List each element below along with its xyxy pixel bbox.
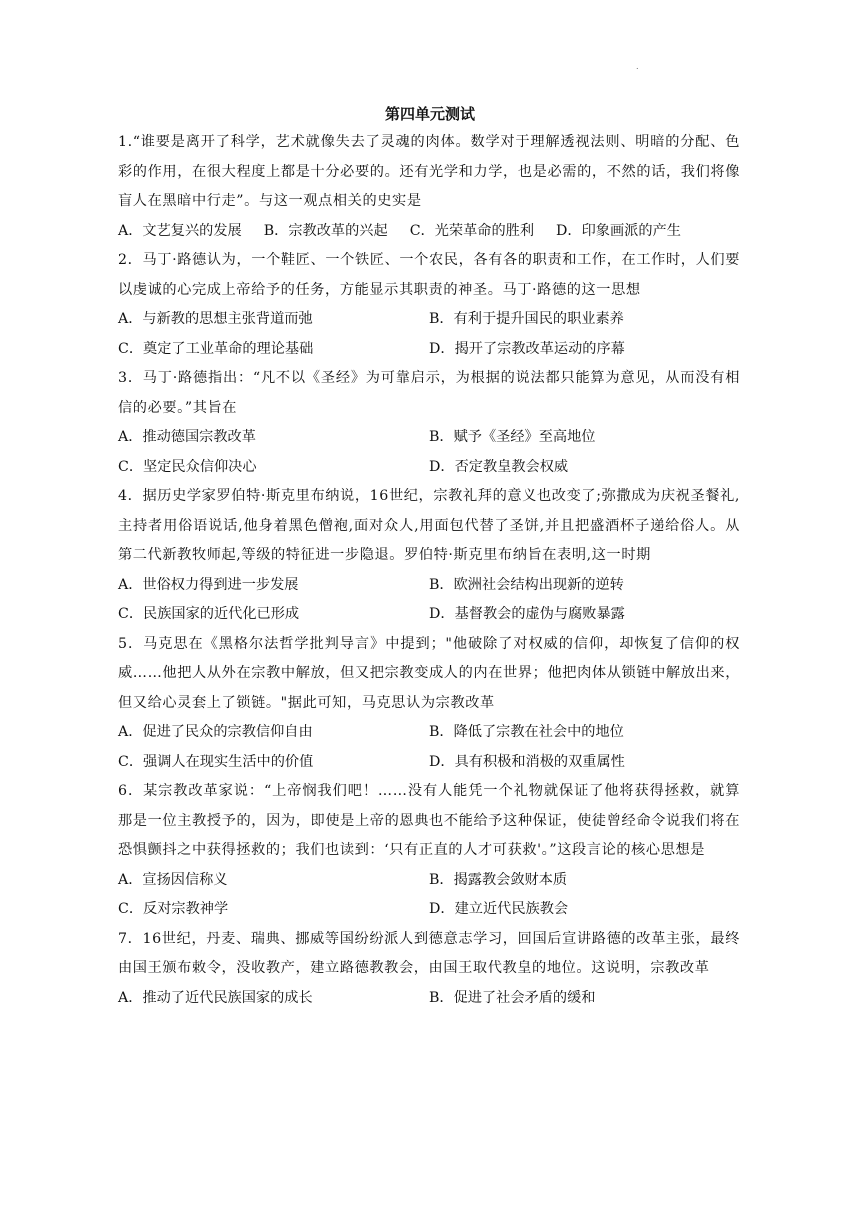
- option-a[interactable]: A．世俗权力得到进一步发展: [118, 576, 299, 593]
- options: [118, 217, 740, 247]
- question-2: [118, 246, 740, 364]
- option-b[interactable]: B．降低了宗教在社会中的地位: [429, 724, 624, 740]
- question-4: [118, 482, 740, 630]
- option-c[interactable]: C．奠定了工业革命的理论基础: [118, 340, 314, 357]
- option-d[interactable]: D．建立近代民族教会: [429, 901, 569, 917]
- option-a[interactable]: A．促进了民众的宗教信仰自由: [118, 724, 313, 740]
- option-c[interactable]: C．强调人在现实生活中的价值: [118, 753, 314, 770]
- option-d[interactable]: D．基督教会的虚伪与腐败暴露: [429, 606, 625, 622]
- option-b[interactable]: B．赋予《圣经》至高地位: [429, 429, 596, 445]
- options: [118, 718, 740, 748]
- option-b[interactable]: B．欧洲社会结构出现新的逆转: [429, 576, 624, 593]
- options: [118, 895, 740, 925]
- question-6: [118, 777, 740, 925]
- options: [118, 600, 740, 630]
- option-d[interactable]: D．否定教皇教会权威: [429, 458, 569, 475]
- option-d[interactable]: D．揭开了宗教改革运动的序幕: [429, 340, 625, 357]
- option-a[interactable]: A．宣扬因信称义: [118, 871, 228, 888]
- option-d[interactable]: D．印象画派的产生: [556, 222, 681, 239]
- option-d[interactable]: D．具有积极和消极的双重属性: [429, 753, 625, 770]
- question-stem: 6．某宗教改革家说：“上帝悯我们吧！……没有人能凭一个礼物就保证了他将获得拯救，就算那是一位主教授予的，因为，即使是上帝的恩典也不能给予这种保证，使徒曾经命令说我们将在恐惧颤抖之中获得拯救的；我们也读到：‘只有正直的人才可获救'。”这段言论的核心思想是: [118, 783, 740, 858]
- question-stem: 7．16世纪，丹麦、瑞典、挪威等国纷纷派人到德意志学习，回国后宣讲路德的改革主张，最终由国王颁布敕令，没收教产，建立路德教教会，由国王取代教皇的地位。这说明，宗教改革: [118, 930, 740, 976]
- options: [118, 748, 740, 778]
- option-c[interactable]: C．反对宗教神学: [118, 901, 229, 917]
- question-3: [118, 364, 740, 482]
- options: [118, 453, 740, 483]
- question-stem: 1.“谁要是离开了科学，艺术就像失去了灵魂的肉体。数学对于理解透视法则、明暗的分配、色彩的作用，在很大程度上都是十分必要的。还有光学和力学，也是必需的，不然的话，我们将像盲人在黑暗中行走”。与这一观点相关的史实是: [118, 134, 740, 209]
- question-stem: 3．马丁·路德指出：“凡不以《圣经》为可靠启示，为根据的说法都只能算为意见，从而没有相信的必要。”其旨在: [118, 370, 740, 416]
- options: [118, 866, 740, 896]
- question-list: [118, 128, 740, 1013]
- options: [118, 305, 740, 335]
- option-c[interactable]: C．光荣革命的胜利: [409, 222, 535, 239]
- options: [118, 984, 740, 1014]
- page-title: 第四单元测试: [384, 105, 475, 123]
- options: [118, 571, 740, 601]
- option-b[interactable]: B．宗教改革的兴起: [263, 222, 388, 239]
- option-b[interactable]: B．促进了社会矛盾的缓和: [429, 989, 596, 1006]
- option-c[interactable]: C．民族国家的近代化已形成: [118, 606, 300, 622]
- question-stem: 4．据历史学家罗伯特·斯克里布纳说，16世纪，宗教礼拜的意义也改变了;弥撒成为庆祝圣餐礼,主持者用俗语说话,他身着黑色僧袍,面对众人,用面包代替了圣饼,并且把盛酒杯子递给俗人。从第二代新教牧师起,等级的特征进一步隐退。罗伯特·斯克里布纳旨在表明,这一时期: [118, 488, 740, 563]
- option-a[interactable]: A．文艺复兴的发展: [118, 222, 242, 239]
- question-5: [118, 630, 740, 778]
- question-7: [118, 925, 740, 1014]
- question-stem: 2．马丁·路德认为，一个鞋匠、一个铁匠、一个农民，各有各的职责和工作，在工作时，人们要以虔诚的心完成上帝给予的任务，方能显示其职责的神圣。马丁·路德的这一思想: [118, 252, 740, 298]
- option-a[interactable]: A．推动德国宗教改革: [118, 429, 256, 445]
- question-stem: 5．马克思在《黑格尔法哲学批判导言》中提到；"他破除了对权威的信仰，却恢复了信仰的权威……他把人从外在宗教中解放，但又把宗教变成人的内在世界；他把肉体从锁链中解放出来，但又给心灵套上了锁链。"据此可知，马克思认为宗教改革: [118, 635, 740, 711]
- option-a[interactable]: A．与新教的思想主张背道而弛: [118, 311, 313, 327]
- option-b[interactable]: B．有利于提升国民的职业素养: [429, 311, 624, 327]
- options: [118, 335, 740, 365]
- options: [118, 423, 740, 453]
- option-b[interactable]: B．揭露教会敛财本质: [429, 871, 568, 888]
- corner-mark: .: [636, 62, 639, 71]
- option-a[interactable]: A．推动了近代民族国家的成长: [118, 989, 313, 1006]
- question-1: [118, 128, 740, 246]
- option-c[interactable]: C．坚定民众信仰决心: [118, 458, 257, 475]
